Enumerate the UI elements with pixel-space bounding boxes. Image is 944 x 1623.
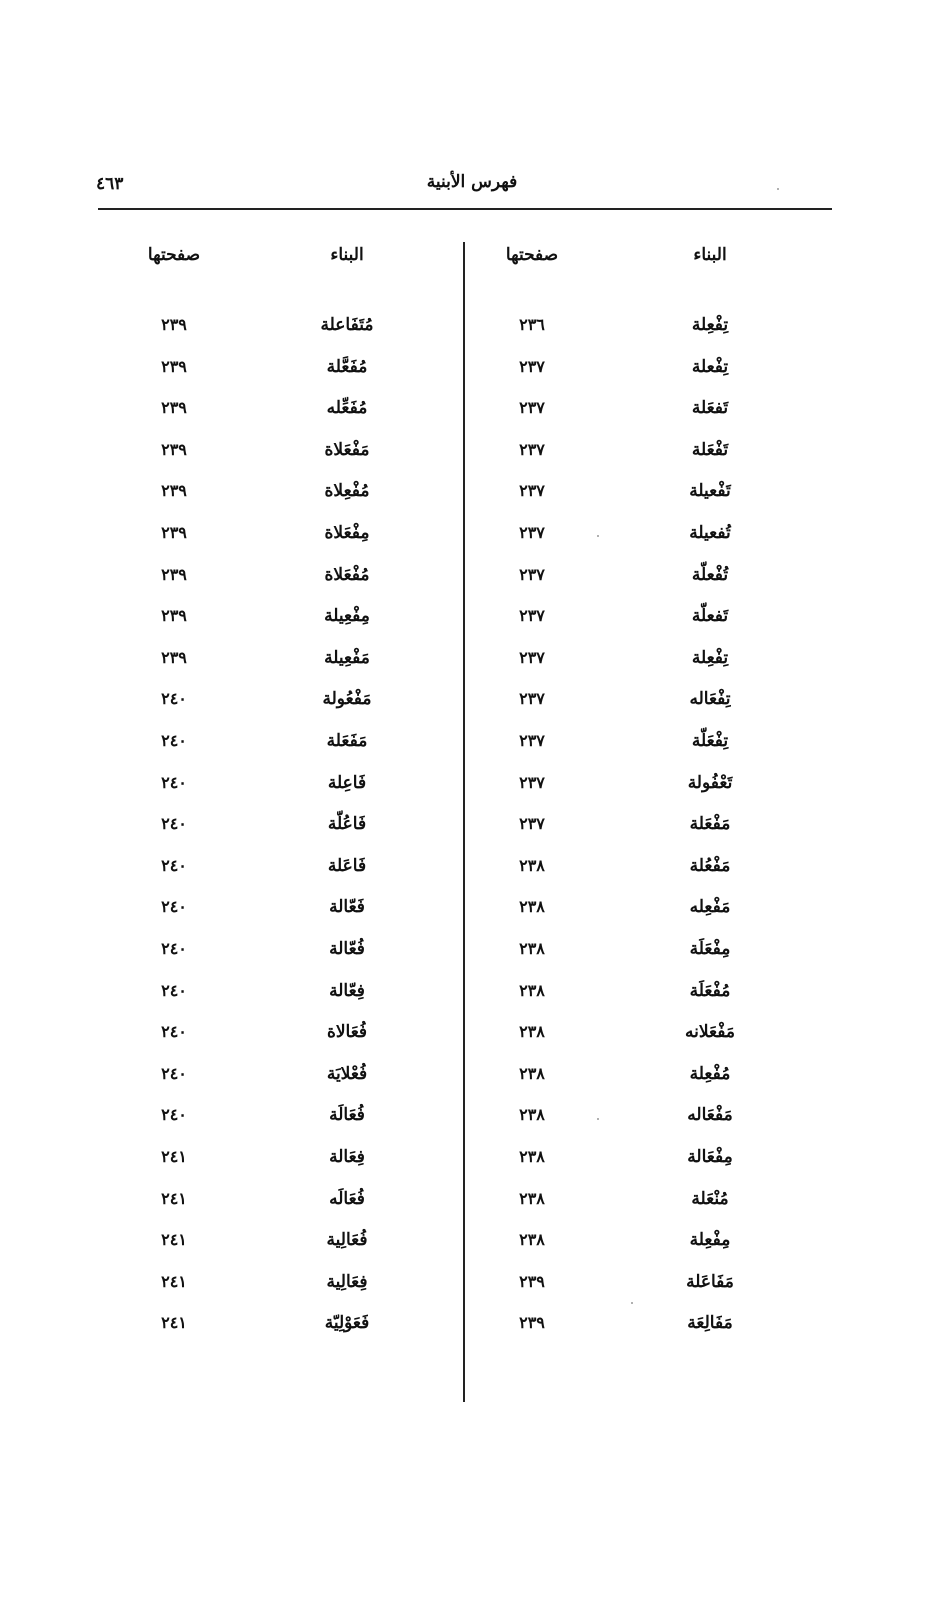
right-page-cell: ٢٣٨ xyxy=(519,1022,545,1041)
header-rule xyxy=(98,208,832,210)
right-pattern-cell: مَفْعَلانه xyxy=(685,1022,735,1042)
left-pattern-cell: فُعَالَة xyxy=(329,1105,365,1125)
right-page-cell: ٢٣٧ xyxy=(519,523,545,542)
left-page-cell: ٢٤٠ xyxy=(161,939,187,958)
left-pattern-header: البناء xyxy=(330,245,364,265)
right-pattern-cell: مِفْعِلة xyxy=(689,1230,731,1250)
right-pattern-cell: تَفْعيلة xyxy=(689,481,731,501)
right-pattern-cell: مُفْعِلة xyxy=(689,1064,731,1084)
left-pattern-cell: فُعْلايَة xyxy=(326,1064,368,1084)
right-pattern-cell: مِفْعَالة xyxy=(687,1147,733,1167)
left-page-cell: ٢٣٩ xyxy=(161,398,187,417)
left-pattern-cell: فِعّالة xyxy=(329,981,365,1001)
right-page-cell: ٢٣٦ xyxy=(519,315,545,334)
right-page-cell: ٢٣٨ xyxy=(519,939,545,958)
left-page-cell: ٢٣٩ xyxy=(161,357,187,376)
left-page-cell: ٢٣٩ xyxy=(161,565,187,584)
right-page-cell: ٢٣٩ xyxy=(519,1272,545,1291)
left-pattern-cell: فِعَالِية xyxy=(326,1272,368,1292)
right-page-cell: ٢٣٧ xyxy=(519,606,545,625)
left-page-cell: ٢٤٠ xyxy=(161,1022,187,1041)
left-pattern-cell: مُفْعِلاة xyxy=(324,481,370,501)
left-page-cell: ٢٣٩ xyxy=(161,606,187,625)
right-page-cell: ٢٣٨ xyxy=(519,1230,545,1249)
left-pattern-cell: فِعَالة xyxy=(329,1147,365,1167)
left-pattern-cell: مِفْعَلاة xyxy=(324,523,370,543)
scan-speck xyxy=(777,188,779,190)
right-page-cell: ٢٣٨ xyxy=(519,1147,545,1166)
left-page-cell: ٢٤٠ xyxy=(161,981,187,1000)
left-pattern-cell: فَاعَلة xyxy=(327,856,367,876)
right-pattern-cell: مَفَالِعَة xyxy=(687,1313,733,1333)
right-page-cell: ٢٣٨ xyxy=(519,1105,545,1124)
right-page-cell: ٢٣٧ xyxy=(519,689,545,708)
left-page-header: صفحتها xyxy=(147,245,201,265)
right-page-cell: ٢٣٧ xyxy=(519,773,545,792)
left-page-cell: ٢٤٠ xyxy=(161,731,187,750)
right-pattern-cell: مَفْعِله xyxy=(689,897,731,917)
right-pattern-cell: تُفعيلة xyxy=(689,523,731,543)
left-pattern-cell: فَعّالة xyxy=(329,897,365,917)
right-pattern-cell: تَعْفُولة xyxy=(687,773,733,793)
right-page-cell: ٢٣٧ xyxy=(519,731,545,750)
left-pattern-cell: فَاعِلة xyxy=(327,773,367,793)
left-pattern-cell: فَاعُلّة xyxy=(327,814,367,834)
right-page-cell: ٢٣٨ xyxy=(519,1064,545,1083)
left-pattern-cell: مُفْعَلاة xyxy=(324,565,370,585)
left-page-cell: ٢٤٠ xyxy=(161,1064,187,1083)
right-page-cell: ٢٣٧ xyxy=(519,648,545,667)
left-page-cell: ٢٣٩ xyxy=(161,440,187,459)
right-pattern-cell: مَفَاعَلة xyxy=(686,1272,734,1292)
right-pattern-cell: تَفعلّة xyxy=(691,606,729,626)
right-pattern-cell: تِفْعَلّة xyxy=(691,731,729,751)
left-page-cell: ٢٣٩ xyxy=(161,648,187,667)
left-pattern-cell: مُفَعَّلة xyxy=(326,357,368,377)
right-pattern-cell: مُفْعَلَة xyxy=(689,981,731,1001)
left-pattern-cell: مَفْعَلاة xyxy=(324,440,370,460)
right-pattern-cell: تِفْعِلة xyxy=(691,648,729,668)
left-pattern-cell: فَعَوْلِيّة xyxy=(324,1313,370,1333)
left-page-cell: ٢٤٠ xyxy=(161,689,187,708)
left-page-cell: ٢٤١ xyxy=(161,1189,187,1208)
left-pattern-cell: فُعّالة xyxy=(329,939,365,959)
right-page-cell: ٢٣٧ xyxy=(519,398,545,417)
left-page-cell: ٢٣٩ xyxy=(161,523,187,542)
running-title: فهرس الأبنية xyxy=(426,172,518,192)
left-page-cell: ٢٤٠ xyxy=(161,856,187,875)
right-page-cell: ٢٣٧ xyxy=(519,481,545,500)
right-page-cell: ٢٣٨ xyxy=(519,981,545,1000)
right-pattern-cell: تَفعَلة xyxy=(691,398,729,418)
left-page-cell: ٢٤٠ xyxy=(161,773,187,792)
left-page-cell: ٢٤٠ xyxy=(161,814,187,833)
left-page-cell: ٢٣٩ xyxy=(161,315,187,334)
right-pattern-cell: مِفْعَلَة xyxy=(689,939,731,959)
right-pattern-header: البناء xyxy=(693,245,727,265)
right-pattern-cell: تِفْعَاله xyxy=(689,689,731,709)
left-page-cell: ٢٤١ xyxy=(161,1230,187,1249)
left-pattern-cell: مُتَفَاعلة xyxy=(320,315,374,335)
right-page-header: صفحتها xyxy=(505,245,559,265)
left-pattern-cell: مَفْعِيلة xyxy=(324,648,370,668)
right-pattern-cell: مَفْعَاله xyxy=(687,1105,733,1125)
left-pattern-cell: مَفَعَلة xyxy=(326,731,368,751)
right-pattern-cell: مُنْعَلة xyxy=(691,1189,729,1209)
left-pattern-cell: فُعَالِية xyxy=(326,1230,368,1250)
left-pattern-cell: فُعَالاة xyxy=(326,1022,368,1042)
left-page-cell: ٢٤٠ xyxy=(161,897,187,916)
left-page-cell: ٢٤٠ xyxy=(161,1105,187,1124)
scan-speck xyxy=(631,1302,633,1304)
right-page-cell: ٢٣٧ xyxy=(519,814,545,833)
left-page-cell: ٢٤١ xyxy=(161,1147,187,1166)
left-pattern-cell: فُعَالَه xyxy=(329,1189,365,1209)
left-pattern-cell: مَفْعُولة xyxy=(322,689,372,709)
right-page-cell: ٢٣٩ xyxy=(519,1313,545,1332)
right-page-cell: ٢٣٧ xyxy=(519,357,545,376)
right-page-cell: ٢٣٧ xyxy=(519,565,545,584)
left-pattern-cell: مُفَعِّله xyxy=(326,398,368,418)
scan-speck xyxy=(597,1118,599,1120)
left-page-cell: ٢٤١ xyxy=(161,1272,187,1291)
scan-speck xyxy=(597,535,599,537)
right-pattern-cell: تُفْعلّة xyxy=(691,565,729,585)
right-pattern-cell: تِفْعلة xyxy=(691,357,729,377)
right-pattern-cell: تِفْعِلة xyxy=(691,315,729,335)
right-page-cell: ٢٣٨ xyxy=(519,1189,545,1208)
right-page-cell: ٢٣٨ xyxy=(519,897,545,916)
right-pattern-cell: مَفْعَلة xyxy=(689,814,731,834)
left-page-cell: ٢٤١ xyxy=(161,1313,187,1332)
left-page-cell: ٢٣٩ xyxy=(161,481,187,500)
right-page-cell: ٢٣٨ xyxy=(519,856,545,875)
right-pattern-cell: مَفْعُلة xyxy=(689,856,731,876)
page-number: ٤٦٣ xyxy=(96,174,124,194)
right-page-cell: ٢٣٧ xyxy=(519,440,545,459)
right-pattern-cell: تَفْعَلة xyxy=(691,440,729,460)
left-pattern-cell: مِفْعِيلة xyxy=(324,606,370,626)
